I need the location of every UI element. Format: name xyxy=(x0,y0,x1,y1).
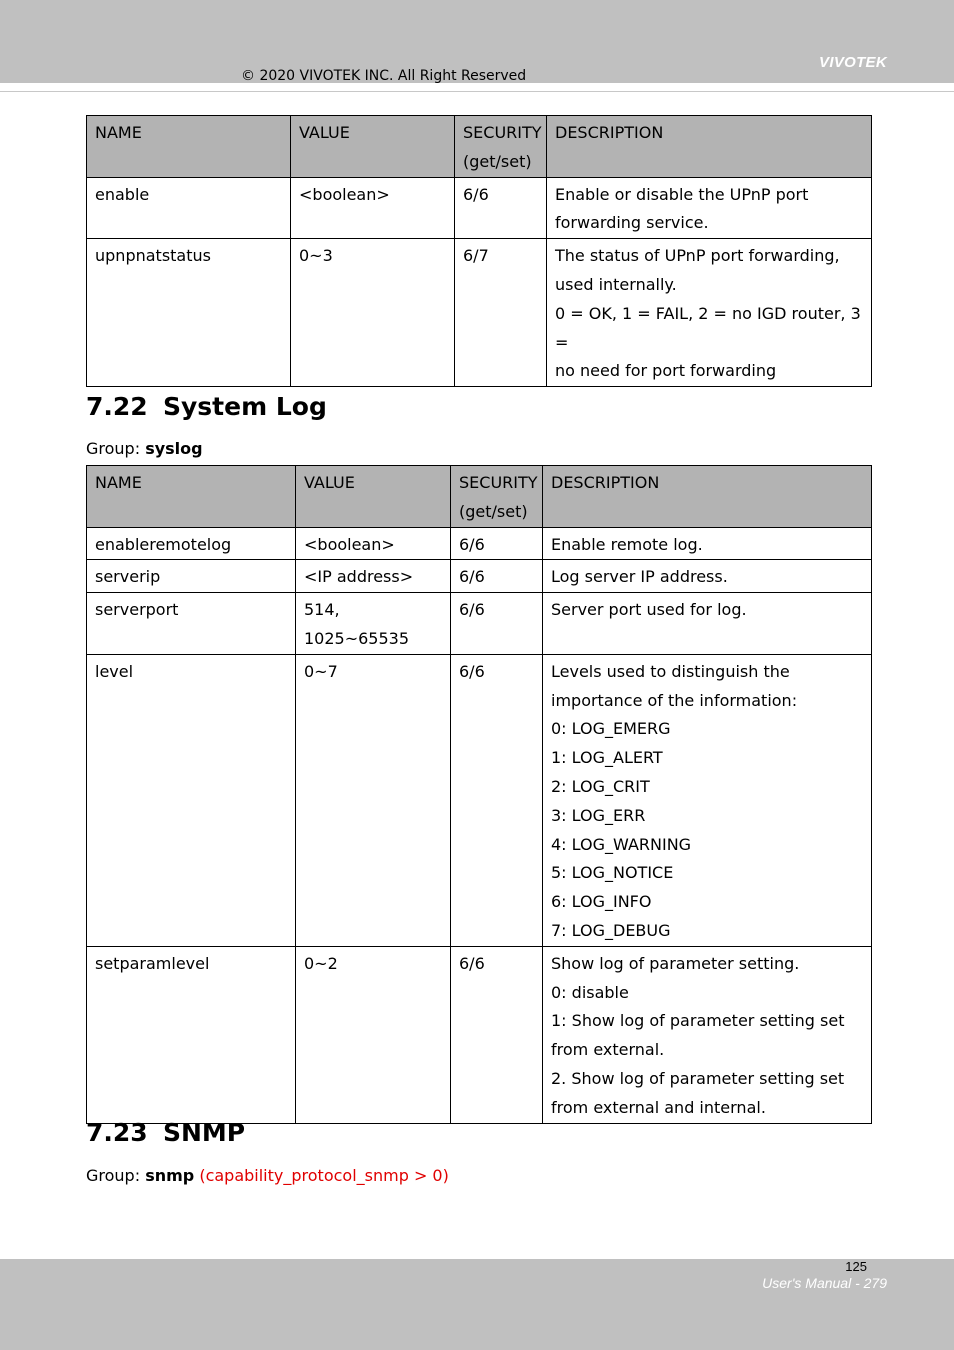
param-name-cell: serverip xyxy=(87,560,296,593)
param-security-cell: 6/6 xyxy=(455,177,547,239)
description-line: Levels used to distinguish the xyxy=(551,661,790,681)
table-row xyxy=(87,654,872,946)
description-line: forwarding service. xyxy=(555,213,709,233)
table-header-row xyxy=(87,466,872,528)
description-line: 2. Show log of parameter setting set xyxy=(551,1068,845,1088)
description-line: importance of the information: xyxy=(551,690,798,710)
group-line-snmp xyxy=(86,1166,449,1185)
param-value-cell: <boolean> xyxy=(291,177,455,239)
group-name: snmp xyxy=(145,1166,195,1185)
param-description-cell xyxy=(543,654,872,946)
param-security-cell: 6/6 xyxy=(451,527,543,560)
description-line: 5: LOG_NOTICE xyxy=(551,863,674,883)
column-header-security: SECURITY (get/set) xyxy=(455,116,547,178)
description-line: 1: Show log of parameter setting set xyxy=(551,1011,845,1031)
capability-condition: (capability_protocol_snmp > 0) xyxy=(199,1166,449,1185)
description-line: 6: LOG_INFO xyxy=(551,892,652,912)
param-description-cell xyxy=(543,560,872,593)
column-header-name: NAME xyxy=(87,116,291,178)
column-header-description: DESCRIPTION xyxy=(547,116,872,178)
description-line: used internally. xyxy=(555,274,677,294)
param-security-cell: 6/7 xyxy=(455,239,547,387)
table-row xyxy=(87,527,872,560)
description-line: 1: LOG_ALERT xyxy=(551,748,663,768)
group-name: syslog xyxy=(145,439,203,458)
description-line: The status of UPnP port forwarding, xyxy=(555,246,840,266)
section-title: System Log xyxy=(163,392,327,421)
group-line-syslog xyxy=(86,439,203,458)
param-value-cell: 0~7 xyxy=(296,654,451,946)
table-header-row xyxy=(87,116,872,178)
column-header-value: VALUE xyxy=(296,466,451,528)
copyright-notice: © 2020 VIVOTEK INC. All Right Reserved xyxy=(241,68,527,84)
param-name-cell: level xyxy=(87,654,296,946)
section-title: SNMP xyxy=(163,1118,246,1147)
description-line: 0: disable xyxy=(551,982,629,1002)
param-value-cell: 514, 1025~65535 xyxy=(296,593,451,655)
param-name-cell: enableremotelog xyxy=(87,527,296,560)
description-line: Enable remote log. xyxy=(551,534,703,554)
param-value-cell: 0~3 xyxy=(291,239,455,387)
group-label: Group: xyxy=(86,439,146,458)
param-description-cell xyxy=(543,527,872,560)
section-heading-snmp xyxy=(86,1118,245,1147)
param-security-cell: 6/6 xyxy=(451,560,543,593)
column-header-name: NAME xyxy=(87,466,296,528)
description-line: Log server IP address. xyxy=(551,567,728,587)
param-description-cell xyxy=(547,177,872,239)
description-line: 7: LOG_DEBUG xyxy=(551,920,671,940)
syslog-parameter-table xyxy=(86,465,872,1124)
description-line: 0 = OK, 1 = FAIL, 2 = no IGD router, 3 = xyxy=(555,303,861,352)
brand-logo-text: VIVOTEK xyxy=(819,54,887,71)
group-label: Group: xyxy=(86,1166,146,1185)
description-line: Enable or disable the UPnP port xyxy=(555,184,809,204)
description-line: no need for port forwarding xyxy=(555,361,777,381)
description-line: from external. xyxy=(551,1040,665,1060)
param-description-cell xyxy=(547,239,872,387)
header-divider xyxy=(0,91,954,92)
param-security-cell: 6/6 xyxy=(451,593,543,655)
param-description-cell xyxy=(543,946,872,1123)
table-row xyxy=(87,946,872,1123)
param-security-cell: 6/6 xyxy=(451,946,543,1123)
param-name-cell: upnpnatstatus xyxy=(87,239,291,387)
column-header-security: SECURITY (get/set) xyxy=(451,466,543,528)
description-line: Show log of parameter setting. xyxy=(551,953,800,973)
description-line: 0: LOG_EMERG xyxy=(551,719,671,739)
section-heading-system-log xyxy=(86,392,327,421)
param-security-cell: 6/6 xyxy=(451,654,543,946)
table-row xyxy=(87,560,872,593)
param-value-cell: <boolean> xyxy=(296,527,451,560)
param-name-cell: setparamlevel xyxy=(87,946,296,1123)
table-row xyxy=(87,593,872,655)
param-name-cell: serverport xyxy=(87,593,296,655)
description-line: Server port used for log. xyxy=(551,600,747,620)
page-number: 125 xyxy=(845,1259,867,1274)
description-line: 3: LOG_ERR xyxy=(551,805,646,825)
section-number: 7.22 xyxy=(86,392,148,421)
upnp-parameter-table xyxy=(86,115,872,387)
param-value-cell: <IP address> xyxy=(296,560,451,593)
description-line: 4: LOG_WARNING xyxy=(551,834,692,854)
param-description-cell xyxy=(543,593,872,655)
table-row xyxy=(87,177,872,239)
description-line: from external and internal. xyxy=(551,1097,766,1117)
description-line: 2: LOG_CRIT xyxy=(551,776,650,796)
param-value-cell: 0~2 xyxy=(296,946,451,1123)
table-row xyxy=(87,239,872,387)
manual-page-label: User's Manual - 279 xyxy=(762,1275,887,1291)
column-header-value: VALUE xyxy=(291,116,455,178)
page-footer xyxy=(0,1259,954,1350)
column-header-description: DESCRIPTION xyxy=(543,466,872,528)
param-name-cell: enable xyxy=(87,177,291,239)
section-number: 7.23 xyxy=(86,1118,148,1147)
